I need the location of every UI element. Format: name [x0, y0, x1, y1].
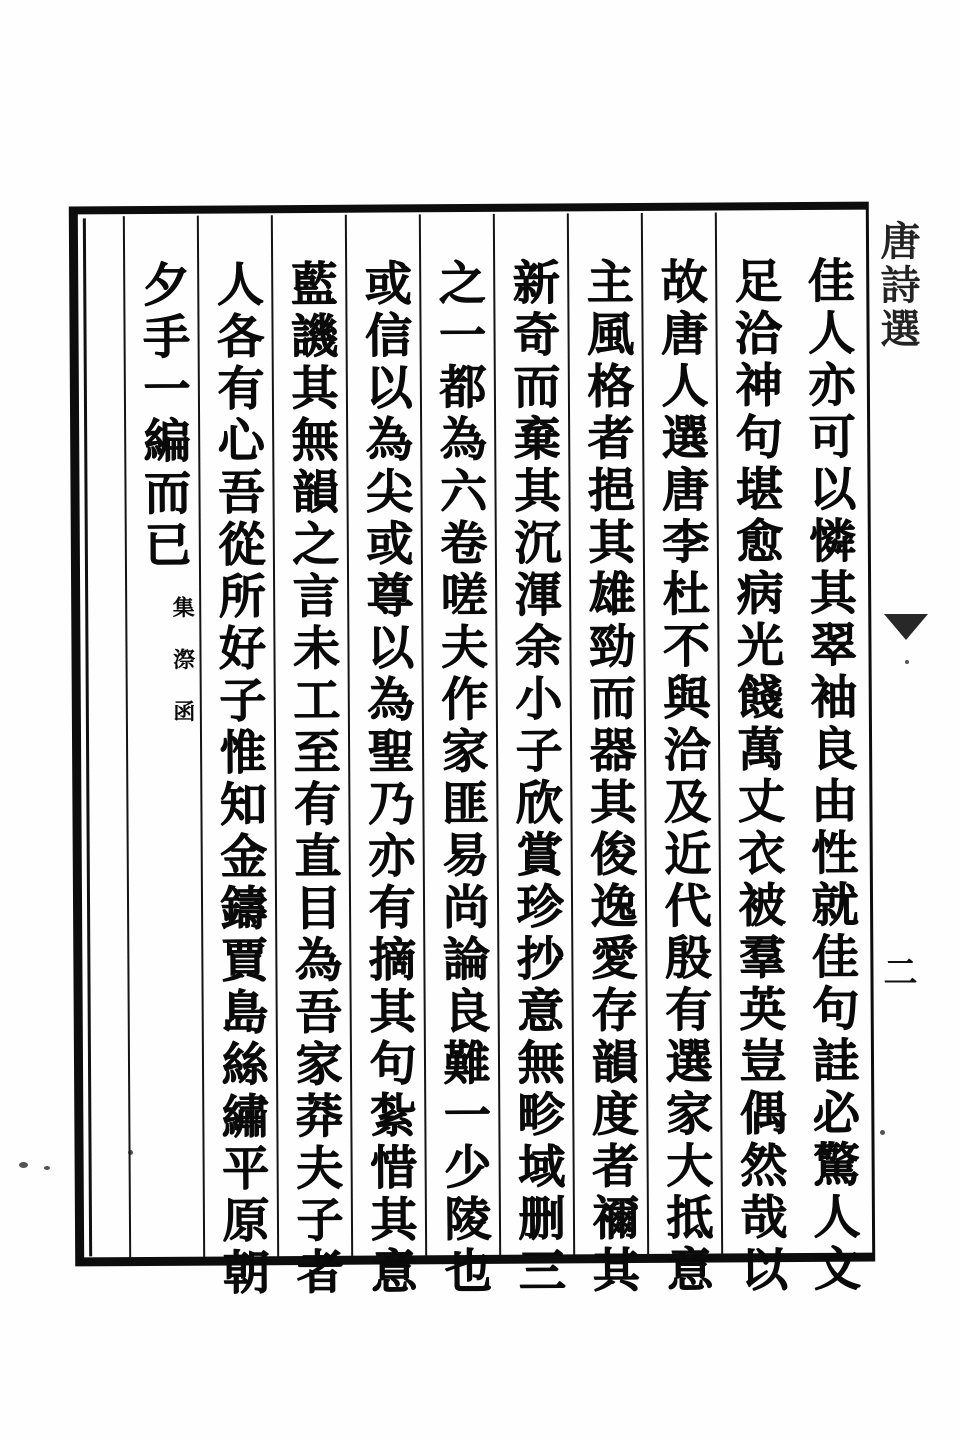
- column-text: 故唐人選唐李杜不與洽及近代殷有選家大抵意: [652, 256, 714, 1297]
- ink-speckle: [905, 660, 909, 664]
- column-text: 夕手一編而已: [134, 259, 192, 573]
- text-column: [271, 215, 351, 1300]
- column-text: 主風格者挹其雄勁而器其俊逸愛存韻度者禰其: [578, 257, 640, 1298]
- margin-strip: [862, 214, 934, 1254]
- ink-speckle: [128, 1150, 133, 1155]
- text-column: [493, 213, 573, 1298]
- text-column: [419, 214, 499, 1299]
- page-number: 二: [877, 954, 917, 991]
- text-column-last: [123, 216, 203, 1258]
- column-text: 或信以為尖或尊以為聖乃亦有摘其句紮惜其意: [356, 258, 418, 1299]
- text-column: [715, 212, 795, 1297]
- column-text: 足洽神句堪愈病光餞萬丈衣被羣英豈偶然哉以: [726, 256, 788, 1297]
- margin-header-title: 唐詩選: [874, 220, 921, 352]
- column-text: 之一都為六卷嗟夫作家匪易尚論良難一少陵也: [430, 257, 492, 1299]
- text-column: [567, 213, 647, 1298]
- text-column: [197, 215, 277, 1300]
- ink-speckle: [19, 1162, 28, 1168]
- ink-speckle: [44, 1166, 50, 1170]
- text-column: [789, 212, 869, 1296]
- text-columns: [83, 212, 869, 1300]
- column-text: 藍譏其無韻之言未工至有直目為吾家莽夫子者: [282, 258, 344, 1300]
- text-column: [345, 214, 425, 1299]
- ink-speckle: [880, 1130, 885, 1135]
- column-text: 新奇而棄其沉渾余小子欣賞珍抄意無畛域删三: [504, 257, 566, 1298]
- fish-tail-ornament: [884, 614, 928, 640]
- text-column: [641, 213, 721, 1297]
- interlinear-note: 集 漈 函: [169, 595, 196, 724]
- column-text: 佳人亦可以憐其翠袖良由性就佳句詿必驚人文: [799, 255, 861, 1296]
- column-text: 人各有心吾從所好子惟知金鑄賈島絲繡平原朝: [208, 259, 270, 1300]
